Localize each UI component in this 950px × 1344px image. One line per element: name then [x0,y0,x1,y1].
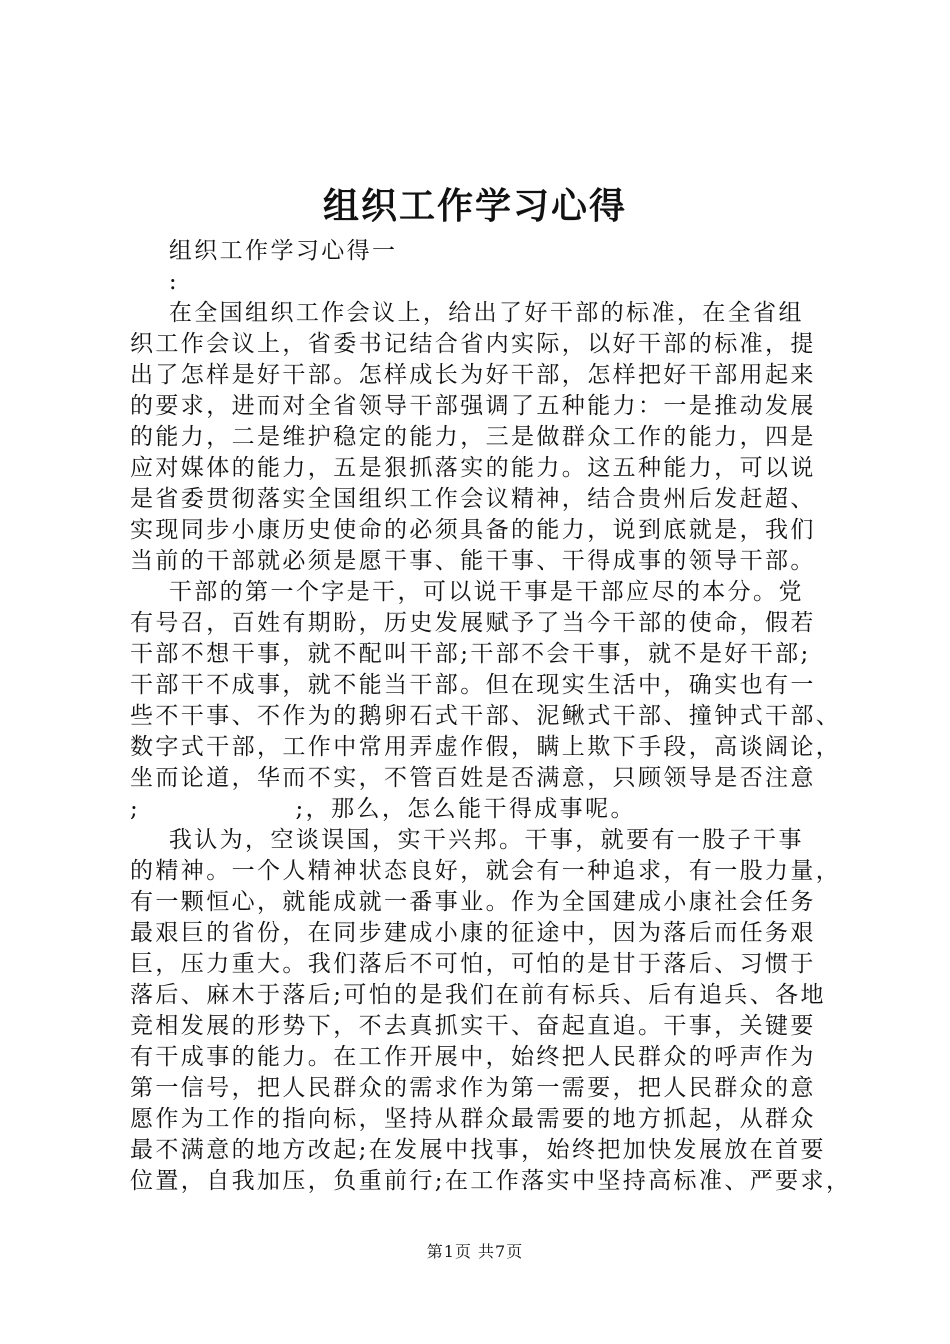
document-body [130,236,852,1197]
text-line: ; ;，那么，怎么能干得成事呢。 [130,796,636,822]
text-line: 在全国组织工作会议上，给出了好干部的标准，在全省组 [130,300,804,326]
text-line: 位置，自我加压，负重前行;在工作落实中坚持高标准、严要求， [130,1168,852,1194]
text-line: 有干成事的能力。在工作开展中，始终把人民群众的呼声作为 [130,1044,816,1070]
text-line: 有号召，百姓有期盼，历史发展赋予了当今干部的使命，假若 [130,610,816,636]
text-line: 出了怎样是好干部。怎样成长为好干部，怎样把好干部用起来 [130,362,816,388]
text-line: 巨，压力重大。我们落后不可怕，可怕的是甘于落后、习惯于 [130,951,816,977]
text-line: 竞相发展的形势下，不去真抓实干、奋起直追。干事，关键要 [130,1013,816,1039]
text-line: 落后、麻木于落后;可怕的是我们在前有标兵、后有追兵、各地 [130,982,826,1008]
text-line: 坐而论道，华而不实，不管百姓是否满意，只顾领导是否注意 [130,765,816,791]
text-line: 的要求，进而对全省领导干部强调了五种能力：一是推动发展 [130,393,816,419]
text-line: 些不干事、不作为的鹅卵石式干部、泥鳅式干部、撞钟式干部、 [130,703,842,729]
text-line: 第一信号，把人民群众的需求作为第一需要，把人民群众的意 [130,1075,816,1101]
text-line: 我认为，空谈误国，实干兴邦。干事，就要有一股子干事 [130,827,804,853]
text-line: : [130,269,179,295]
text-line: 干部不想干事，就不配叫干部;干部不会干事，就不是好干部; [130,641,811,667]
text-line: 干部的第一个字是干，可以说干事是干部应尽的本分。党 [130,579,804,605]
text-line: 最艰巨的省份，在同步建成小康的征途中，因为落后而任务艰 [130,920,816,946]
text-line: 愿作为工作的指向标，坚持从群众最需要的地方抓起，从群众 [130,1106,816,1132]
text-line: 的能力，二是维护稳定的能力，三是做群众工作的能力，四是 [130,424,816,450]
text-line: 的精神。一个人精神状态良好，就会有一种追求，有一股力量， [130,858,842,884]
text-line: 织工作会议上，省委书记结合省内实际，以好干部的标准，提 [130,331,816,357]
document-title: 组织工作学习心得 [322,185,627,227]
text-line: 最不满意的地方改起;在发展中找事，始终把加快发展放在首要 [130,1137,826,1163]
text-line: 有一颗恒心，就能成就一番事业。作为全国建成小康社会任务 [130,889,816,915]
page-footer: 第1页 共7页 [426,1242,524,1261]
text-line: 实现同步小康历史使命的必须具备的能力，说到底就是，我们 [130,517,816,543]
text-line: 应对媒体的能力，五是狠抓落实的能力。这五种能力，可以说 [130,455,816,481]
text-line: 干部干不成事，就不能当干部。但在现实生活中，确实也有一 [130,672,816,698]
text-line: 数字式干部，工作中常用弄虚作假，瞒上欺下手段，高谈阔论， [130,734,842,760]
text-line: 组织工作学习心得一 [130,238,398,264]
text-line: 当前的干部就必须是愿干事、能干事、干得成事的领导干部。 [130,548,816,574]
text-line: 是省委贯彻落实全国组织工作会议精神，结合贵州后发赶超、 [130,486,816,512]
